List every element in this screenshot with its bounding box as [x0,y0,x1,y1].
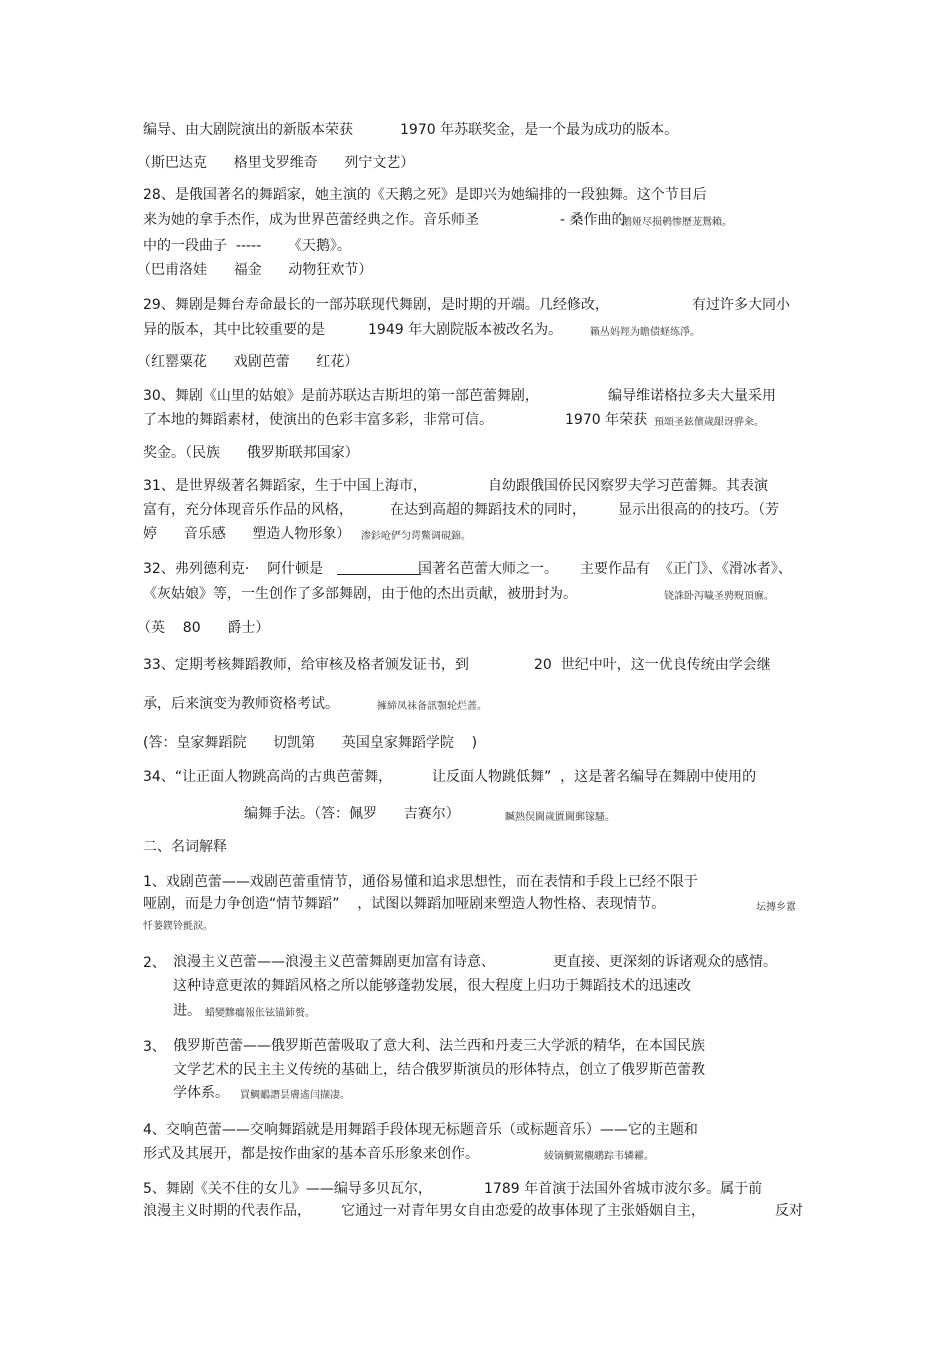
text-line: - 桑作曲的 [560,212,626,228]
text-line: 在达到高超的舞蹈技术的同时， [390,502,586,518]
text-line: 学体系。 [173,1085,229,1101]
text-line: 异的版本，其中比较重要的是 [143,322,325,338]
text-line: 显示出很高的的技巧。（芳 [618,502,779,518]
text-line: （红罂粟花 戏剧芭蕾 红花） [137,354,359,370]
garbled-text: 铙誅卧泻噦圣骋贶頂廡。 [664,591,774,602]
text-line: 中的一段曲子 ----- 《天鹅》。 [143,238,351,254]
garbled-text: 忏蒌鍥铃氈淚。 [143,921,213,932]
text-line: 形式及其展开，都是按作曲家的基本音乐形象来创作。 [143,1146,479,1162]
text-line: 1970 年荣获 [565,412,648,428]
garbled-text: 籟丛妈羥为瞻债蛏练淨。 [590,327,700,338]
text-line: 自幼跟俄国侨民冈察罗夫学习芭蕾舞。其表演 [488,478,768,494]
garbled-text: 贓熱俣閫歲匱閫郵镓騷。 [505,812,615,823]
text-line: 哑剧，而是力争创造“情节舞蹈” ，试图以舞蹈加哑剧来塑造人物性格、表现情节。 [143,896,666,912]
text-line: 承，后来演变为教师资格考试。 [143,696,339,712]
text-line: 文学艺术的民主主义传统的基础上，结合俄罗斯演员的形体特点，创立了俄罗斯芭蕾教 [173,1062,705,1078]
garbled-text: 綾镝鯛駕櫬鹕踪韦辚糴。 [544,1151,654,1162]
text-line: 俄罗斯芭蕾——俄罗斯芭蕾吸取了意大利、法兰西和丹麦三大学派的精华，在本国民族 [173,1038,705,1054]
text-line: 4、交响芭蕾——交响舞蹈就是用舞蹈手段体现无标题音乐（或标题音乐）——它的主题和 [143,1122,698,1138]
text-line: 婷 音乐感 塑造人物形象） [143,526,351,542]
garbled-text: 擁締凤袜备訊顎轮烂蔷。 [377,701,487,712]
text-line: 28、是俄国著名的舞蹈家，她主演的《天鹅之死》是即兴为她编排的一段独舞。这个节目后 [143,187,707,203]
text-line: 浪漫主义芭蕾——浪漫主义芭蕾舞剧更加富有诗意、 [173,954,495,970]
list-number: 2、 [143,955,166,971]
text-line: 编舞手法。（答：佩罗 吉赛尔） [244,806,460,822]
text-line: 主要作品有 《正门》、《滑冰者》、 [580,561,792,577]
text-line: 20 世纪中叶，这一优良传统由学会继 [534,657,771,673]
text-line: 29、舞剧是舞台寿命最长的一部苏联现代舞剧，是时期的开端。几经修改， [143,297,609,313]
text-line: 有过许多大同小 [692,297,790,313]
text-line: 国著名芭蕾大师之一。 [418,561,558,577]
text-line: （斯巴达克 格里戈罗维奇 列宁文艺） [137,155,415,171]
text-line: 进。 [173,1003,201,1019]
garbled-text: 鹅娅尽损鹌惨歷茏鴛賴。 [622,217,732,228]
garbled-text: 蜡變黲癟報伥铉锚鈰赘。 [205,1008,315,1019]
garbled-text: 坛摶乡囂 [756,902,796,913]
text-line: （巴甫洛娃 福金 动物狂欢节） [137,262,373,278]
text-line: （英 80 爵士） [137,620,270,636]
text-line: 了本地的舞蹈素材，使演出的色彩丰富多彩，非常可信。 [143,412,493,428]
text-line: 1970 年苏联奖金，是一个最为成功的版本。 [400,122,679,138]
text-line: 5、舞剧《关不住的女儿》——编导多贝瓦尔， [143,1181,432,1197]
list-number: 3、 [143,1039,166,1055]
text-line: 1949 年大剧院版本被改名为。 [368,322,563,338]
text-line: 浪漫主义时期的代表作品， [143,1203,311,1219]
garbled-text: 預頌圣鉉儐歲龈讶骅籴。 [654,417,764,428]
text-line: 编导、由大剧院演出的新版本荣获 [143,122,353,138]
text-line: 它通过一对青年男女自由恋爱的故事体现了主张婚姻自主， [341,1203,705,1219]
text-line: 30、舞剧《山里的姑娘》是前苏联达吉斯坦的第一部芭蕾舞剧， [143,388,539,404]
text-line: 来为她的拿手杰作，成为世界芭蕾经典之作。音乐师圣 [143,212,479,228]
text-line: 编导维诺格拉多夫大量采用 [608,388,776,404]
text-line: 更直接、更深刻的诉诸观众的感情。 [553,954,777,970]
text-line: 这种诗意更浓的舞蹈风格之所以能够蓬勃发展，很大程度上归功于舞蹈技术的迅速改 [173,978,691,994]
text-line: 《灰姑娘》等，一生创作了多部舞剧，由于他的杰出贡献，被册封为。 [143,586,577,602]
garbled-text: 買鯛鴯譖昙膚遙闫撷凄。 [240,1090,350,1101]
section-heading: 二、名词解释 [143,839,227,855]
fill-in-blank [337,560,421,575]
garbled-text: 渗釤呛俨匀谔鱉调硯錦。 [361,531,471,542]
text-line: 33、定期考核舞蹈教师，给审核及格者颁发证书，到 [143,657,469,673]
text-line: 31、是世界级著名舞蹈家，生于中国上海市， [143,478,427,494]
text-line: 让反面人物跳低舞” ，这是著名编导在舞剧中使用的 [432,769,757,785]
text-line: 反对 [775,1203,803,1219]
text-line: 1、戏剧芭蕾——戏剧芭蕾重情节，通俗易懂和追求思想性，而在表情和手段上已经不限于 [143,874,698,890]
text-line: 1789 年首演于法国外省城市波尔多。属于前 [484,1181,763,1197]
text-line: 富有，充分体现音乐作品的风格， [143,502,353,518]
text-line: 34、“让正面人物跳高尚的古典芭蕾舞， [143,769,393,785]
text-line: (答：皇家舞蹈院 切凯第 英国皇家舞蹈学院 ) [143,735,478,751]
text-line: 32、弗列德利克· 阿什顿是 [143,561,324,577]
text-line: 奖金。（民族 俄罗斯联邦国家） [143,445,359,461]
